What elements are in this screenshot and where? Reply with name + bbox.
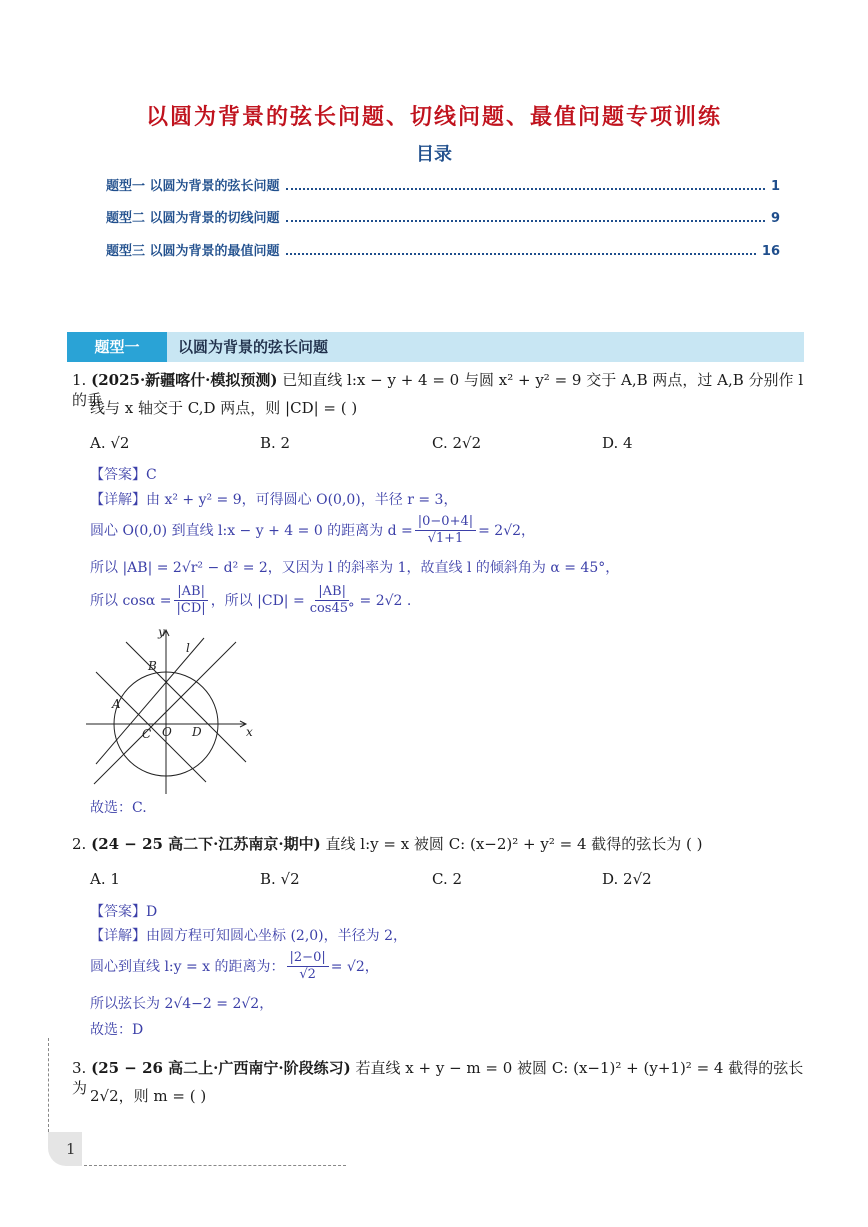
label-x: x: [246, 725, 253, 739]
fraction-denominator: √2: [299, 967, 316, 982]
label-o: O: [162, 725, 172, 739]
question-stem: 若直线 x + y − m = 0 被圆 C: (x−1)² + (y+1)² = 4 截得的弦长为: [72, 1059, 804, 1097]
detail-1-line3: 所以 |AB| = 2√r² − d² = 2，又因为 l 的斜率为 1，故直线 l 的倾斜角为 α = 45°，: [90, 560, 620, 576]
conclusion-2: 故选：D: [90, 1022, 144, 1038]
question-source: (25 − 26 高二上·广西南宁·阶段练习): [91, 1059, 351, 1077]
question-number: 2.: [72, 835, 87, 853]
option-a: A. 1: [90, 870, 120, 888]
label-b: B: [148, 659, 157, 673]
section-title: 以圆为背景的弦长问题: [178, 338, 329, 356]
option-b: B. 2: [260, 434, 291, 452]
detail-2-line3: 所以弦长为 2√4−2 = 2√2，: [90, 996, 274, 1012]
toc-heading: 目录: [416, 144, 452, 165]
answer-2: 【答案】D: [90, 904, 158, 920]
cd-fraction: [307, 584, 358, 617]
question-number: 1.: [72, 371, 87, 389]
margin-dashed-line: [48, 1038, 49, 1132]
toc-leader: [286, 220, 765, 222]
fraction-denominator: cos45°: [309, 601, 355, 616]
fraction-denominator: |CD|: [176, 601, 206, 616]
distance-fraction: [287, 950, 329, 983]
page-number: 1: [66, 1140, 76, 1158]
toc-entry-2[interactable]: [106, 206, 780, 226]
toc-entry-label: 题型一 以圆为背景的弦长问题: [106, 179, 280, 194]
option-d: D. 4: [602, 434, 633, 452]
option-c: C. 2: [432, 870, 463, 888]
label-l: l: [186, 641, 190, 655]
detail-text: 所以 cosα =: [90, 592, 172, 609]
option-b: B. √2: [260, 870, 300, 888]
toc-entry-1[interactable]: [106, 174, 780, 194]
fraction-denominator: √1+1: [427, 531, 464, 546]
document-title: 以圆为背景的弦长问题、切线问题、最值问题专项训练: [145, 104, 722, 130]
question-2: [72, 834, 812, 854]
label-c: C: [142, 727, 152, 741]
toc-entry-label: 题型三 以圆为背景的最值问题: [106, 244, 280, 259]
detail-text: = 2√2，: [478, 522, 536, 539]
option-d: D. 2√2: [602, 870, 652, 888]
detail-2-line1: 【详解】由圆方程可知圆心坐标 (2,0)，半径为 2，: [90, 928, 407, 944]
toc-leader: [286, 188, 765, 190]
question-source: (24 − 25 高二下·江苏南京·期中): [91, 835, 321, 853]
question-stem: 已知直线 l:x − y + 4 = 0 与圆 x² + y² = 9 交于 A,B 两点，过 A,B 分别作 l 的垂: [72, 371, 804, 409]
toc-leader: [286, 253, 756, 255]
detail-1-line1: 【详解】由 x² + y² = 9，可得圆心 O(0,0)，半径 r = 3，: [90, 492, 458, 508]
toc-entry-page: 1: [770, 179, 780, 194]
question-3-line2: 2√2，则 m = ( ): [90, 1087, 207, 1105]
detail-1-line2: [90, 514, 535, 547]
detail-text: = 2√2 .: [359, 592, 412, 609]
detail-1-line4: [90, 584, 411, 617]
detail-text: 圆心到直线 l:y = x 的距离为：: [90, 958, 285, 975]
option-c: C. 2√2: [432, 434, 482, 452]
page-number-tab: [48, 1132, 82, 1166]
detail-text: 圆心 O(0,0) 到直线 l:x − y + 4 = 0 的距离为 d =: [90, 522, 413, 539]
section-tag: 题型一: [67, 332, 167, 362]
fraction-numerator: |AB|: [174, 584, 208, 601]
footer-dashed-line: [84, 1165, 346, 1166]
label-d: D: [192, 725, 202, 739]
toc-entry-label: 题型二 以圆为背景的切线问题: [106, 211, 280, 226]
cos-fraction: [174, 584, 209, 617]
question-1-line2: 线与 x 轴交于 C,D 两点，则 |CD| = ( ): [90, 399, 358, 417]
toc-entry-page: 16: [761, 244, 780, 259]
fraction-numerator: |2−0|: [287, 950, 329, 967]
detail-text: = √2，: [330, 958, 379, 975]
toc-entry-page: 9: [770, 211, 780, 226]
detail-text: ，所以 |CD| =: [210, 592, 305, 609]
toc-entry-3[interactable]: [106, 239, 780, 259]
fraction-numerator: |AB|: [315, 584, 349, 601]
perpendicular-b: [126, 642, 246, 762]
option-a: A. √2: [90, 434, 130, 452]
question-source: (2025·新疆喀什·模拟预测): [91, 371, 278, 389]
question-number: 3.: [72, 1059, 87, 1077]
distance-fraction: [415, 514, 476, 547]
circle-line-figure: [86, 624, 266, 794]
fraction-numerator: |0−0+4|: [415, 514, 476, 531]
detail-2-line2: [90, 950, 379, 983]
answer-1: 【答案】C: [90, 467, 157, 483]
conclusion-1: 故选：C.: [90, 800, 147, 816]
question-stem: 直线 l:y = x 被圆 C: (x−2)² + y² = 4 截得的弦长为 ( ): [325, 835, 703, 853]
label-a: A: [112, 697, 121, 711]
label-y: y: [158, 625, 165, 639]
